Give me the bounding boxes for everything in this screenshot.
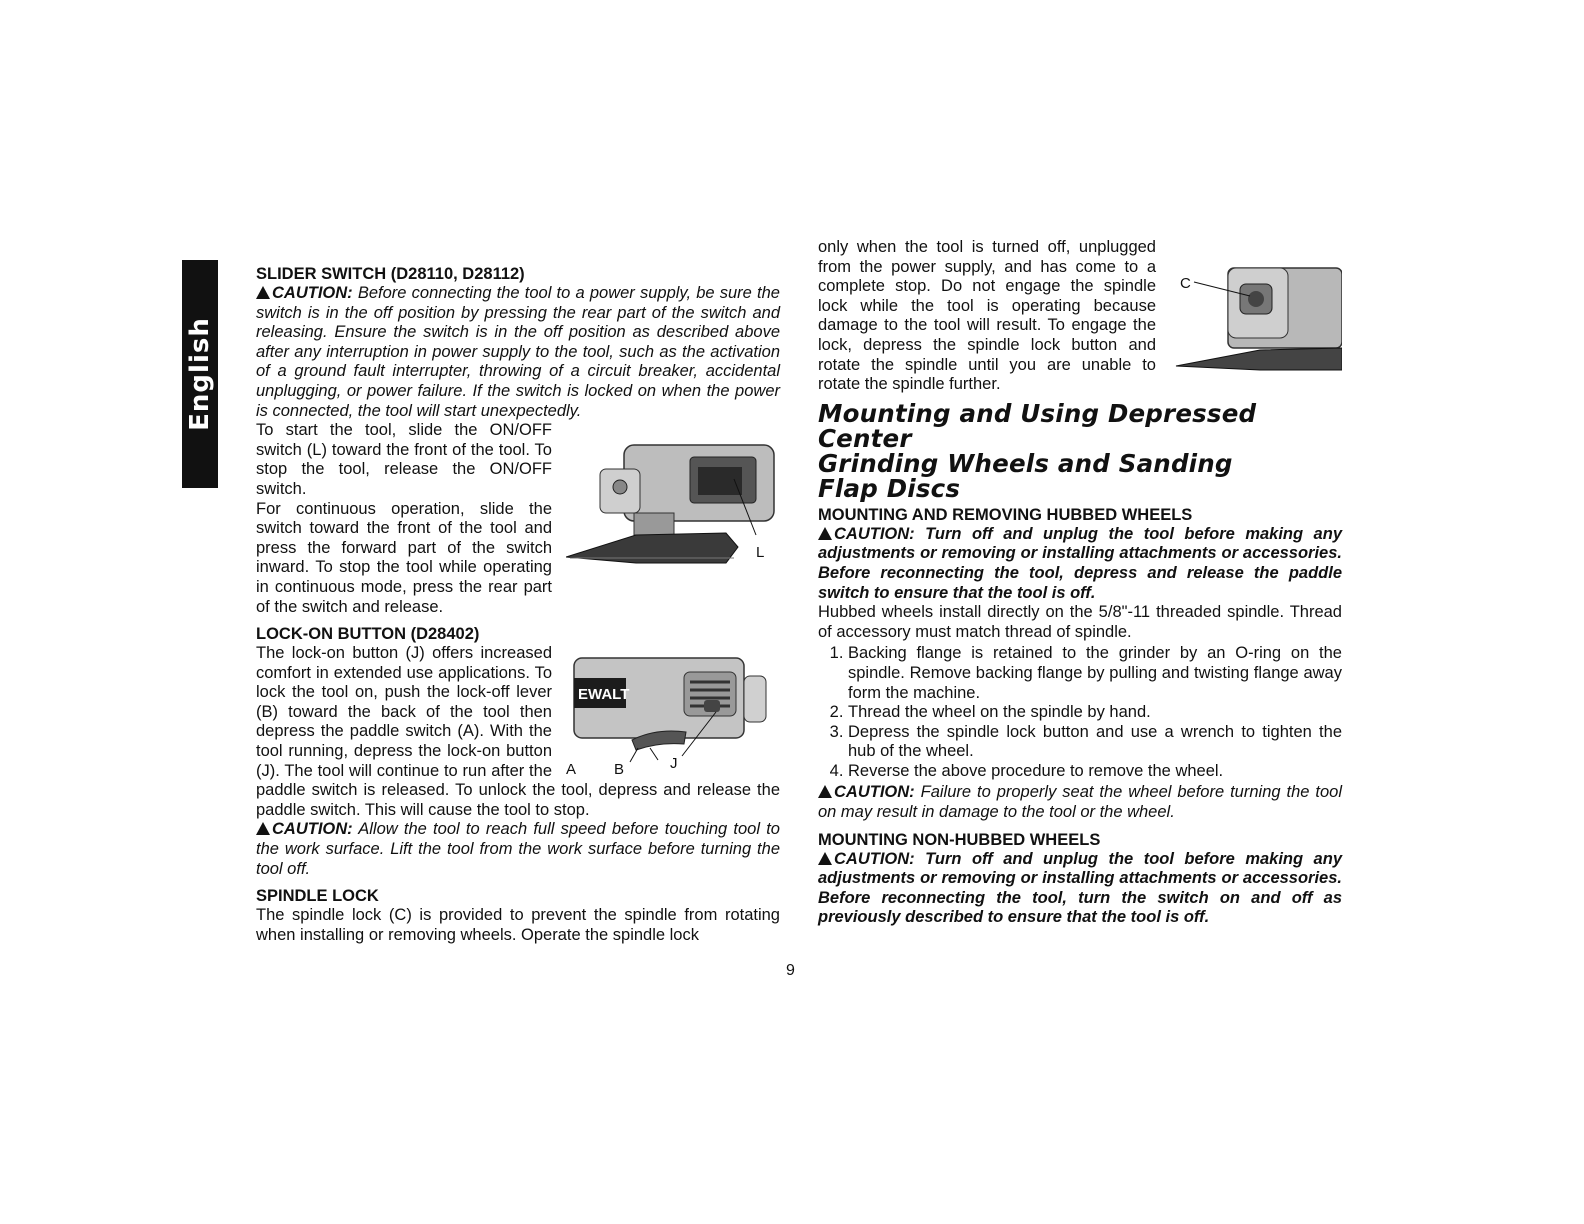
- slider-switch-figure: [566, 417, 780, 597]
- hubbed-steps: [818, 644, 1342, 781]
- section-title-line-3: Flap Discs: [818, 473, 961, 503]
- grinder-lock-on-illustration: [566, 648, 780, 776]
- language-tab: [182, 260, 218, 488]
- left-column: [256, 264, 780, 945]
- caution-label: CAUTION:: [834, 783, 915, 802]
- figure-label-J: J: [670, 755, 678, 773]
- section-title-line-1: Mounting and Using Depressed Center: [818, 398, 1257, 453]
- grinder-side-illustration: [566, 417, 780, 597]
- spindle-lock-continued: only when the tool is turned off, unplugged from the power supply, and has come to a complete stop. Do not engage the spindle lock while the tool is operating because damage to the tool will result. To engage the lock, depress the spindle lock button and rotate the spindle until you are unable to rotate the spindle further.: [818, 238, 1156, 394]
- hubbed-caution-2: [818, 783, 1342, 822]
- list-item: 3. Depress the spindle lock button and use a wrench to tighten the hub of the wheel.: [848, 723, 1342, 762]
- figure-label-B: B: [614, 761, 625, 777]
- list-item: 1. Backing flange is retained to the grinder by an O-ring on the spindle. Remove backing flange by pulling and twisting flange away form the machine.: [848, 644, 1342, 703]
- slider-switch-heading: SLIDER SWITCH (D28110, D28112): [256, 265, 525, 283]
- figure-label-A: A: [566, 761, 577, 777]
- hubbed-wheels-heading: MOUNTING AND REMOVING HUBBED WHEELS: [818, 505, 1193, 524]
- warning-triangle-icon: [256, 822, 270, 835]
- lock-on-caution: [256, 820, 780, 879]
- warning-triangle-icon: [818, 527, 832, 540]
- spindle-lock-figure: [1170, 238, 1342, 372]
- list-item: 2. Thread the wheel on the spindle by hand.: [848, 703, 1342, 723]
- slider-caution: [256, 284, 780, 421]
- list-item: 4. Reverse the above procedure to remove the wheel.: [848, 762, 1342, 782]
- slider-paragraph-continuous: For continuous operation, slide the switch toward the front of the tool and press the forward part of the switch inward. To stop the tool while operating in continuous mode, press the rear part of the switch and release.: [256, 499, 552, 616]
- page-number: 9: [786, 962, 795, 979]
- caution-text: Turn off and unplug the tool before making any adjustments or removing or installing attachments or accessories. Before reconnecting the tool, depress and release the paddle switch to ensure that the tool is off.: [818, 524, 1342, 602]
- warning-triangle-icon: [818, 785, 832, 798]
- lock-on-paragraph: The lock-on button (J) offers increased comfort in extended use applications. To lock the tool on, push the lock-off lever (B) toward the back of the tool then depress the paddle switch (A). With the tool running, depress the lock-on button (J). The tool will continue to run after the paddle switch is released. To unlock the tool, depress and release the paddle switch. This will cause the tool to stop.: [256, 644, 780, 819]
- lock-on-figure: [566, 648, 780, 776]
- right-column: [818, 238, 1342, 928]
- slider-paragraph-start: To start the tool, slide the ON/OFF switch (L) toward the front of the tool. To stop the tool, release the ON/OFF switch.: [256, 421, 552, 498]
- hubbed-paragraph: Hubbed wheels install directly on the 5/8"-11 threaded spindle. Thread of accessory must match thread of spindle.: [818, 603, 1342, 641]
- warning-triangle-icon: [256, 286, 270, 299]
- caution-text: Before connecting the tool to a power supply, be sure the switch is in the off position by pressing the rear part of the switch and releasing. Ensure the switch is in the off position as described above after any interruption in power supply to the tool, such as the activation of a ground fault interrupter, throwing of a circuit breaker, accidental unplugging, or power failure. If the switch is locked on when the power is connected, the tool will start unexpectedly.: [256, 284, 780, 420]
- figure-label-C: C: [1180, 275, 1191, 292]
- section-title-line-2: Grinding Wheels and Sanding: [818, 448, 1233, 478]
- caution-text: Turn off and unplug the tool before making any adjustments or removing or installing attachments or accessories. Before reconnecting the tool, turn the switch on and off as previously described to ensure that the tool is off.: [818, 849, 1342, 927]
- spindle-lock-heading: SPINDLE LOCK: [256, 887, 379, 906]
- figure-label-L: L: [756, 544, 765, 562]
- language-tab-label: English: [185, 317, 216, 431]
- caution-label: CAUTION:: [834, 524, 915, 543]
- spindle-lock-paragraph: The spindle lock (C) is provided to prevent the spindle from rotating when installing or removing wheels. Operate the spindle lock: [256, 906, 780, 944]
- caution-label: CAUTION:: [834, 849, 915, 868]
- warning-triangle-icon: [818, 852, 832, 865]
- caution-text: Failure to properly seat the wheel before turning the tool on may result in damage to the tool or the wheel.: [818, 783, 1342, 822]
- section-title: [818, 398, 1342, 503]
- caution-label: CAUTION:: [272, 284, 353, 302]
- spindle-lock-illustration: [1170, 238, 1342, 372]
- caution-label: CAUTION:: [272, 820, 353, 839]
- caution-text: Allow the tool to reach full speed before touching tool to the work surface. Lift the tool from the work surface before turning the tool off.: [256, 820, 780, 878]
- hubbed-caution: [818, 525, 1342, 603]
- non-hubbed-caution: [818, 850, 1342, 928]
- non-hubbed-wheels-heading: MOUNTING NON-HUBBED WHEELS: [818, 830, 1101, 849]
- figure-brand-text: EWALT: [578, 686, 630, 704]
- lock-on-heading: LOCK-ON BUTTON (D28402): [256, 625, 480, 644]
